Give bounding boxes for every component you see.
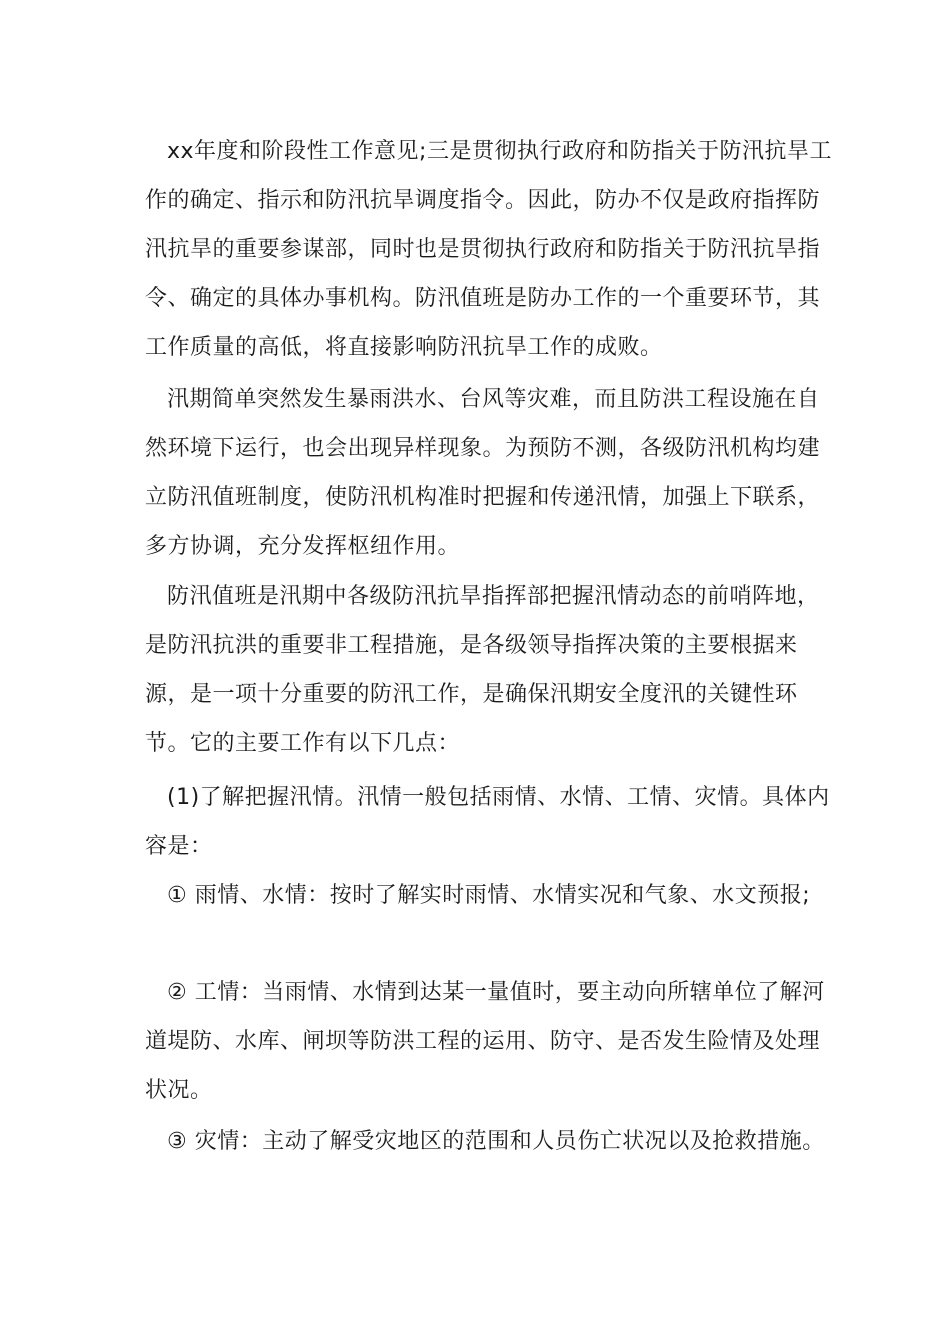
- paragraph-engineering: ② 工情：当雨情、水情到达某一量值时，要主动向所辖单位了解河道堤防、水库、闸坝等防洪工程的运用、防守、是否发生险情及处理状况。: [145, 980, 825, 1103]
- paragraph-duty-definition: 防汛值班是汛期中各级防汛抗旱指挥部把握汛情动态的前哨阵地，是防汛抗洪的重要非工程措施，是各级领导指挥决策的主要根据来源，是一项十分重要的防汛工作，是确保汛期安全度汛的关键性环节。它的主要工作有以下几点：: [145, 584, 820, 756]
- paragraph-duty-importance: xx年度和阶段性工作意见;三是贯彻执行政府和防指关于防汛抗旱工作的确定、指示和防汛抗旱调度指令。因此，防办不仅是政府指挥防汛抗旱的重要参谋部，同时也是贯彻执行政府和防指关于防汛抗旱指令、确定的具体办事机构。防汛值班是防办工作的一个重要环节，其工作质量的高低，将直接影响防汛抗旱工作的成败。: [145, 139, 832, 360]
- paragraph-rain-water: ① 雨情、水情：按时了解实时雨情、水情实况和气象、水文预报;: [167, 883, 811, 908]
- paragraph-item-1: (1)了解把握汛情。汛情一般包括雨情、水情、工情、灾情。具体内容是：: [145, 785, 830, 859]
- paragraph-flood-season: 汛期简单突然发生暴雨洪水、台风等灾难，而且防洪工程设施在自然环境下运行，也会出现异样现象。为预防不测，各级防汛机构均建立防汛值班制度，使防汛机构准时把握和传递汛情，加强上下联系，多方协调，充分发挥枢纽作用。: [145, 387, 821, 559]
- paragraph-disaster: ③ 灾情：主动了解受灾地区的范围和人员伤亡状况以及抢救措施。: [167, 1129, 825, 1154]
